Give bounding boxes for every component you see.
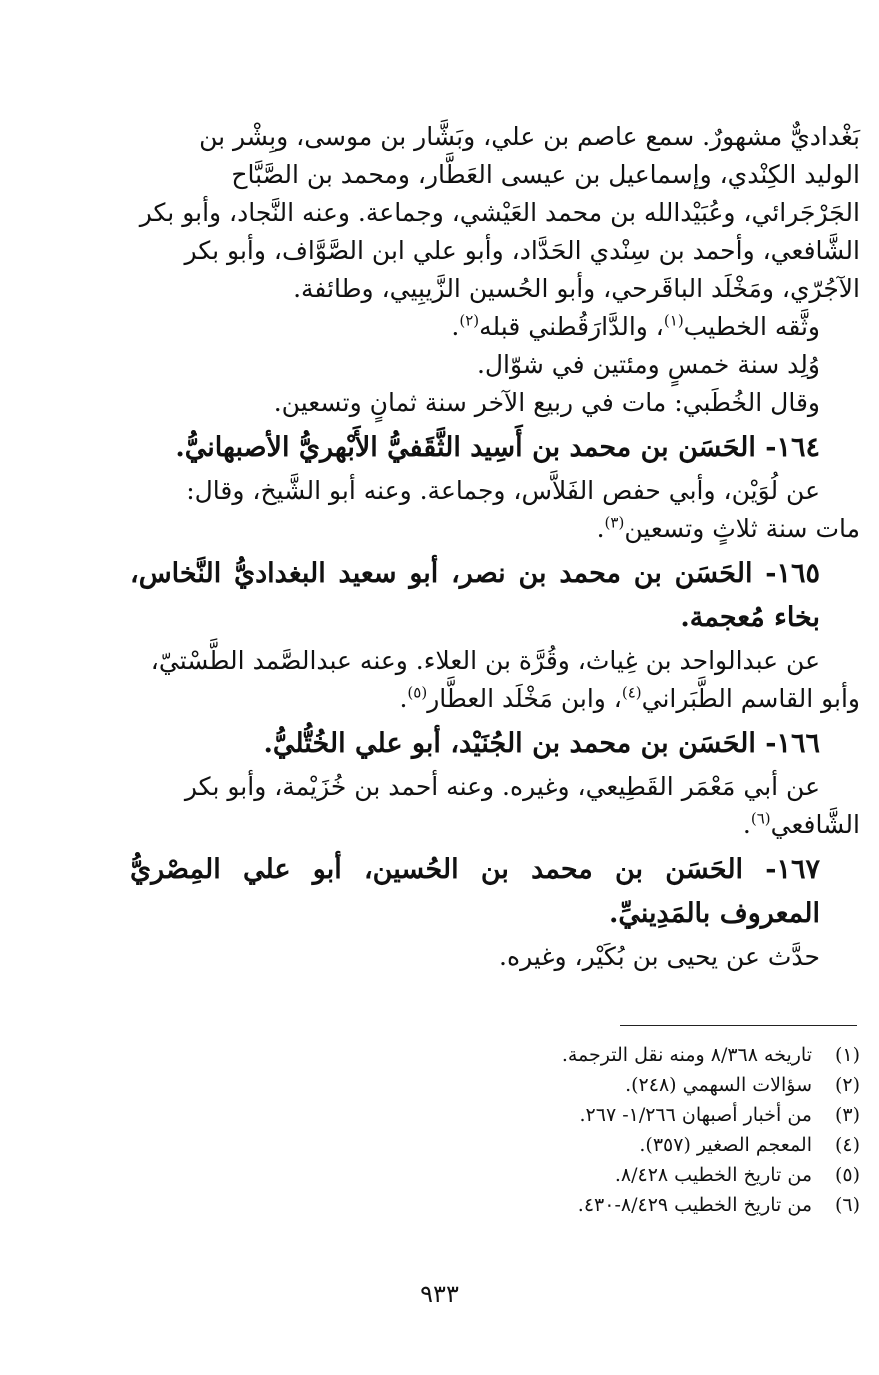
footnote-ref: (١) — [663, 311, 684, 330]
entry-text: عن عبدالواحد بن غِياث، وقُرَّة بن العلاء. وعنه عبدالصَّمد الطَّسْتيّ، — [150, 646, 820, 675]
footnote-item — [380, 1190, 860, 1220]
entry-heading-164: ١٦٤- الحَسَن بن محمد بن أَسِيد الثَّقَفيُّ الأَبْهريُّ الأصبهانيُّ. — [175, 432, 820, 463]
footnote-number: (١) — [834, 1044, 860, 1066]
text-line: الشَّافعي، وأحمد بن سِنْدي الحَدَّاد، وأبو علي ابن الصَّوَّاف، وأبو بكر — [184, 236, 860, 265]
entry-text-end: . — [742, 810, 751, 839]
entry-heading-165: ١٦٥- الحَسَن بن محمد بن نصر، أبو سعيد البغداديُّ النَّخاس، بخاء مُعجمة. — [130, 558, 820, 633]
footnote-item — [380, 1040, 860, 1070]
born-line: وُلِد سنة خمسٍ ومئتين في شوّال. — [476, 350, 820, 379]
footnote-ref: (٥) — [407, 683, 428, 702]
entry-text: الشَّافعي — [770, 810, 860, 839]
entry-text-last — [130, 680, 860, 718]
footnotes — [380, 1040, 860, 1220]
footnote-item — [380, 1130, 860, 1160]
entry-text: وأبو القاسم الطَّبَراني — [641, 684, 860, 713]
footnote-ref: (٢) — [459, 311, 480, 330]
entry-text-end: . — [399, 684, 408, 713]
text-line: بَغْداديٌّ مشهورٌ. سمع عاصم بن علي، وبَشَّار بن موسى، وبِشْر بن — [199, 122, 860, 151]
text-line: الآجُرّي، ومَخْلَد الباقَرحي، وأبو الحُسين الزَّيبِيي، وطائفة. — [293, 274, 860, 303]
footnote-text: من أخبار أصبهان ١/٢٦٦- ٢٦٧. — [579, 1104, 812, 1126]
entry-text-end: . — [596, 514, 605, 543]
text-line: الوليد الكِنْدي، وإسماعيل بن عيسى العَطَّار، ومحمد بن الصَّبَّاح — [231, 160, 860, 189]
footnote-item — [380, 1100, 860, 1130]
footnote-item — [380, 1070, 860, 1100]
trust-text-b: ، والدَّارَقُطني قبله — [479, 312, 664, 341]
trust-text-a: وثَّقه الخطيب — [683, 312, 820, 341]
main-text — [130, 118, 860, 976]
entry-heading-167: ١٦٧- الحَسَن بن محمد بن الحُسين، أبو علي المِصْريُّ المعروف بالمَدِينيِّ. — [130, 854, 820, 929]
footnote-text: سؤالات السهمي (٢٤٨). — [625, 1074, 812, 1096]
entry-text: عن لُوَيْن، وأبي حفص الفَلاَّس، وجماعة. وعنه أبو الشَّيخ، وقال: — [186, 476, 820, 505]
trust-text-c: . — [451, 312, 460, 341]
footnote-divider — [620, 1025, 857, 1026]
entry-text-last — [130, 510, 860, 548]
footnote-text: المعجم الصغير (٣٥٧). — [639, 1134, 812, 1156]
footnote-text: تاريخه ٨/٣٦٨ ومنه نقل الترجمة. — [561, 1044, 812, 1066]
footnote-ref: (٣) — [604, 513, 625, 532]
entry-heading-166: ١٦٦- الحَسَن بن محمد بن الجُنَيْد، أبو علي الخُتُّليُّ. — [263, 728, 820, 759]
footnote-ref: (٦) — [750, 809, 771, 828]
trust-line — [130, 308, 860, 346]
footnote-ref: (٤) — [621, 683, 642, 702]
entry-text: مات سنة ثلاثٍ وتسعين — [624, 514, 860, 543]
footnote-item — [380, 1160, 860, 1190]
footnote-number: (٤) — [834, 1134, 860, 1156]
khutabi-line: وقال الخُطَبي: مات في ربيع الآخر سنة ثمانٍ وتسعين. — [273, 388, 820, 417]
text-line: الجَرْجَرائي، وعُبَيْدالله بن محمد العَيْشي، وجماعة. وعنه النَّجاد، وأبو بكر — [139, 198, 860, 227]
footnote-number: (٦) — [834, 1194, 860, 1216]
entry-text: حدَّث عن يحيى بن بُكَيْر، وغيره. — [499, 942, 820, 971]
page-number: ٩٣٣ — [420, 1280, 459, 1308]
entry-text-last — [130, 806, 860, 844]
footnote-number: (٣) — [834, 1104, 860, 1126]
footnote-text: من تاريخ الخطيب ٨/٤٢٩-٤٣٠. — [577, 1194, 812, 1216]
entry-text-mid: ، وابن مَخْلَد العطَّار — [427, 684, 622, 713]
entry-text: عن أبي مَعْمَر القَطِيعي، وغيره. وعنه أحمد بن خُزَيْمة، وأبو بكر — [184, 772, 820, 801]
footnote-text: من تاريخ الخطيب ٨/٤٢٨. — [614, 1164, 812, 1186]
footnote-number: (٥) — [834, 1164, 860, 1186]
footnote-number: (٢) — [834, 1074, 860, 1096]
